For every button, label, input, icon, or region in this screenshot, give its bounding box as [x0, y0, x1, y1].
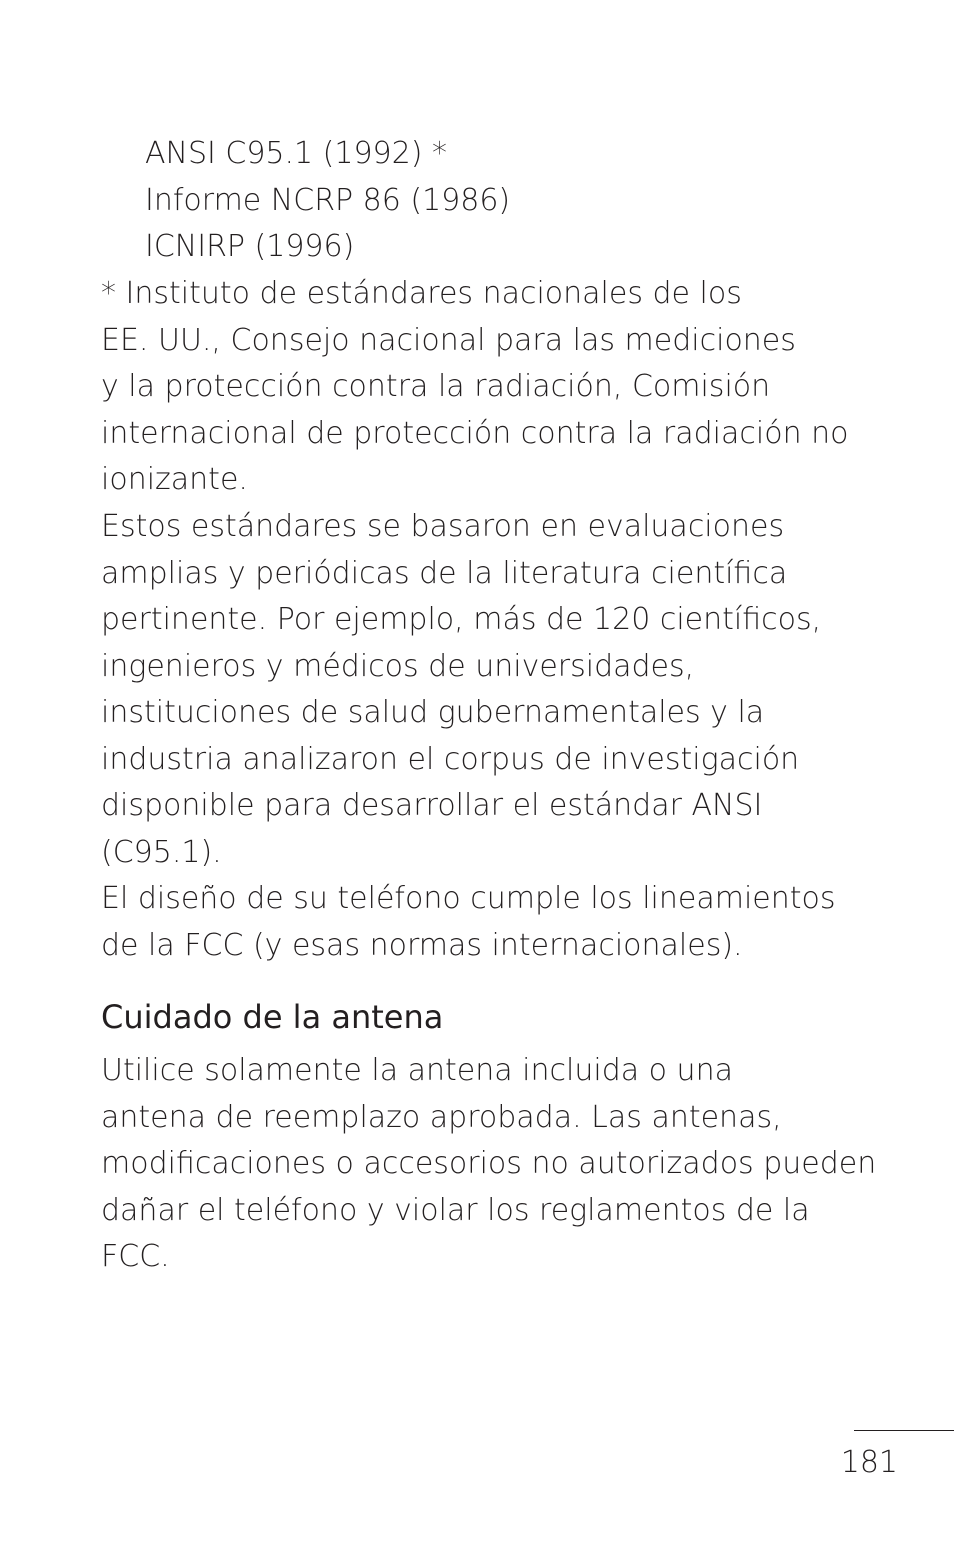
text-line: instituciones de salud gubernamentales y la [101, 695, 765, 730]
standards-list [145, 131, 510, 271]
standard-item: ANSI C95.1 (1992) * [145, 136, 447, 171]
text-line: dañar el teléfono y violar los reglamentos de la [101, 1192, 810, 1228]
footer-divider [854, 1430, 954, 1431]
text-line: pertinente. Por ejemplo, más de 120 científicos, [101, 602, 822, 637]
page-number: 181 [840, 1445, 898, 1480]
text-line: amplias y periódicas de la literatura científica [101, 555, 788, 591]
text-line: Estos estándares se basaron en evaluaciones [101, 509, 785, 544]
standards-basis-paragraph [101, 504, 901, 876]
text-line: Utilice solamente la antena incluida o una [101, 1053, 733, 1088]
text-line: internacional de protección contra la radiación no [101, 415, 849, 451]
text-line: industria analizaron el corpus de investigación [101, 741, 800, 777]
text-line: y la protección contra la radiación, Comisión [101, 369, 771, 404]
footnote-paragraph [101, 271, 901, 504]
text-line: disponible para desarrollar el estándar ANSI [101, 788, 763, 823]
text-line: (C95.1). [101, 834, 222, 870]
standard-item: ICNIRP (1996) [145, 229, 355, 264]
text-line: de la FCC (y esas normas internacionales). [101, 927, 743, 963]
section-heading: Cuidado de la antena [101, 998, 444, 1036]
text-line: FCC. [101, 1239, 170, 1274]
standard-item: Informe NCRP 86 (1986) [145, 182, 511, 218]
text-line: EE. UU., Consejo nacional para las mediciones [101, 322, 796, 358]
text-line: * Instituto de estándares nacionales de los [101, 276, 742, 311]
text-line: El diseño de su teléfono cumple los lineamientos [101, 881, 836, 916]
compliance-paragraph [101, 876, 901, 969]
antenna-care-paragraph [101, 1048, 901, 1281]
text-line: antena de reemplazo aprobada. Las antenas, [101, 1099, 782, 1135]
text-line: ingenieros y médicos de universidades, [101, 648, 695, 684]
text-line: ionizante. [101, 462, 248, 497]
text-line: modificaciones o accesorios no autorizados pueden [101, 1146, 877, 1181]
